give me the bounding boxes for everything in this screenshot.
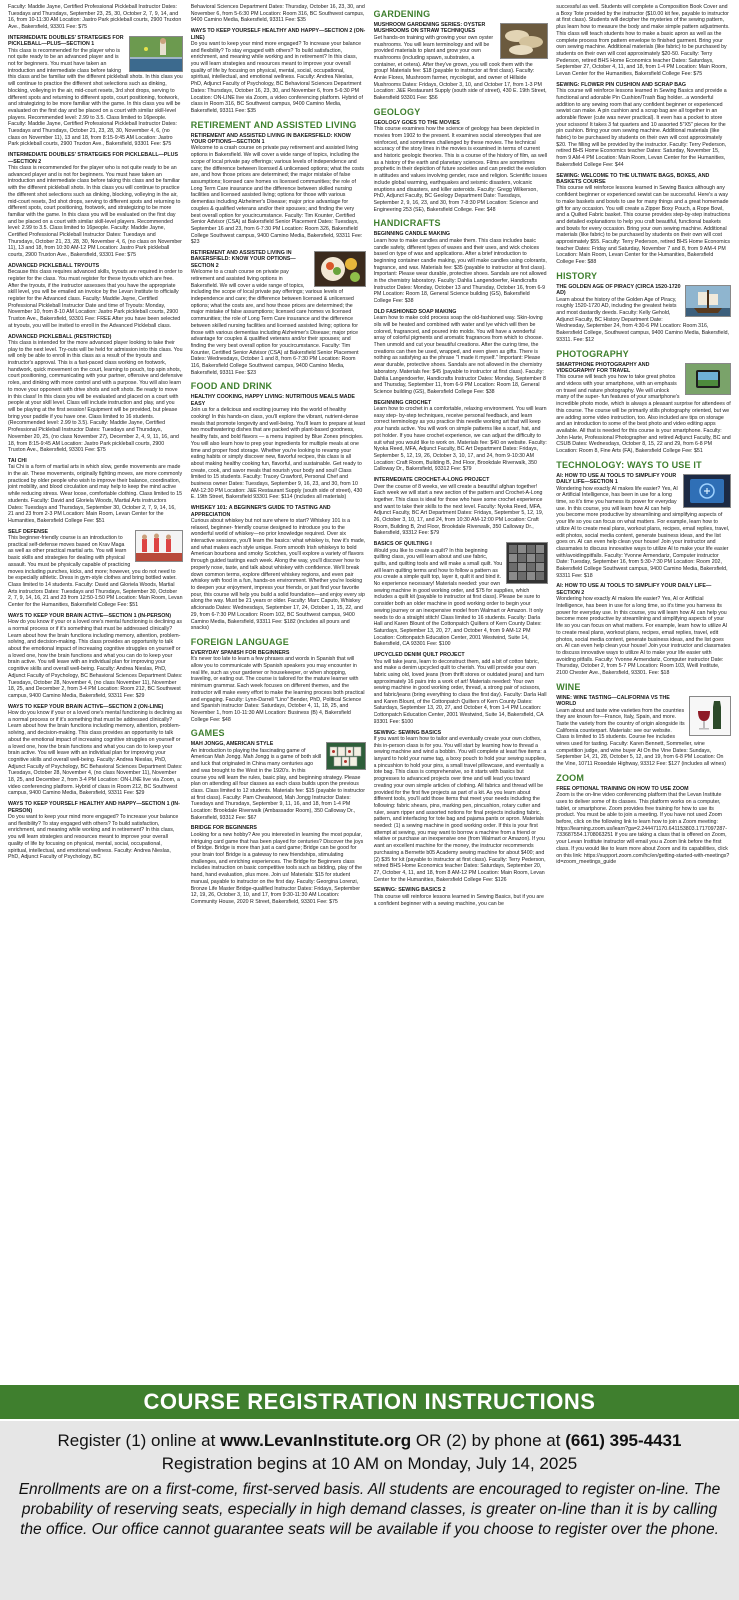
course-listing [8, 613, 183, 700]
section-heading: WINE [556, 681, 581, 692]
course-description: An introduction to playing the fascinating game of American Mah Jongg. Mah Jongg is a game of both skill and luck that originated in China many centuries ago and was brought to the West in the 1920's. In this course you will learn the rules, basic play, and beginning strategy. Please plan on attending all four classes as each class builds upon the previous class. Class limited to 12 students. Materials fee: $15 (payable to instructor at first class). Faculty: Pam Cheatwood, Mah Jongg Instructor Dates: Tuesdays and Thursdays, September 9, 11, 16, and 18, from 1-4 PM Location: Brookdale Riverwalk (Ambassador Room), 350 Calloway Dr., Bakersfield, 93312 Fee: $67 [190, 747, 365, 821]
course-description: This beginner-friendly course is an introduction to practical self-defense moves based on Krav Maga as well as other practical martial arts. You will learn basic skills and strategies for dealing with physical assault. You must be physically capable of practicing moves including punches, kicks, and more; however, you do not need to be especially athletic. Dress in gym-style clothes and bring bottled water. Class limited to 14 students. Faculty: David and Gloriela Woods, Martial Arts instructors Dates: Tuesdays and Thursdays, September 30, October 2, 7, 9, 14, 16, 21 and 23 from 12:50-1:50 PM Location: Main Room, Levan Center for the Humanities, Bakersfield College Fee: $51 [8, 535, 183, 609]
course-description: Learn how to make candles and make them. This class includes basic candle safety, different types of waxes and their uses, and wick choices based on type of wax and applications. After a brief introduction to beginning container candle making, you will make candles using colorants, fragrance, and wax. Materials fee: $35 (payable to instructor at first class). Important: Please wear durable, protective shoes. Sandals are not allowed in the chemistry laboratory. Faculty: Dahlia Langendoerfer, Handicrafts Instructor Dates: Monday, October 13 and Thursday, October 16, from 6-9 PM Location: Room 18, General Science building (GS), Bakersfield College Fee: $38 [373, 237, 547, 305]
section-heading: GEOLOGY [373, 106, 421, 117]
course-listing [556, 786, 731, 866]
course-description: Get hands-on training with growing your own oyster mushrooms. You will learn terminology and will be provided materials to plant and grow your own mushrooms (including spawn, substrates, a container, et cetera). After they've grown, you will cook them with the group! Materials fee: $18 (payable to instructor at first class). Faculty: Annie Flores, Mushroom farmer, mycologist, and owner of Hillside Mushrooms Dates: Fridays, October 3, 10, and October 17, from 1-3 PM Location: J&E Restaurant Supply (south side of street), 430 E. 19th Street, Bakersfield 93301 Fee: $56 [373, 34, 547, 102]
section-heading: ZOOM [556, 772, 585, 783]
course-title: TAI CHI [8, 457, 27, 464]
course-listing [191, 4, 366, 24]
course-listing [8, 801, 183, 861]
section-heading: FOOD AND DRINK [190, 381, 273, 392]
course-description: Faculty: Maddie Jayne, Certified Professional Pickleball Instructor Dates: Tuesdays and Thursdays, September 23, 25, 30, October 2, 7, 9, 14, and 16, from 10-11:30 AM Location: Jastro Park pickleball courts, 2900 Truxton Ave., Bakersfield, 93301 Fee: $75 [8, 4, 182, 31]
registration-date: Registration begins at 10 AM on Monday, July 14, 2025 [161, 1454, 578, 1473]
course-description: Would you like to create a quilt? In this beginning quilting class, you will learn about and use fabric, quilts, and quilting tools and will make a small quilt. You will learn quilting terms and how to follow a pattern as you create a simple quilt top, layer it, quilt it and bind it. No experience necessary! Materials needed: your own sewing machine in good working order, and $75 for supplies, which includes a quilt kit (payable to instructor at first class). Please be sure to consider both an older machine in good working order to begin your sewing journey or an inexpensive model from Walmart or Amazon. It only needs to do a straight stitch! Class limited to 16 students. Faculty: Darla Hall and Karen Blount of the Cottonpatch Quilters of Kern County Dates: Saturdays, September 13, 20, 27, and October 4, from 9 AM-12 PM Location: Cottonpatch Education Center, 2001 Westwind, Suite 14, Bakersfield, CA 93301 Fee: $100 [373, 547, 544, 648]
course-description: Wondering how exactly AI makes life easier? Yes, AI or Artificial Intelligence, has been in use for a long time, so it's time you harness its power for everyday use. In this course, you will learn how AI can help you become more productive by streamlining and simplifying aspects of your life so you can focus on what matters. For example, learn how to utilize AI to create meal plans, workout plans, recipes, email replies, travel, edit photos, social media content, generate business ideas, and the list goes on. AI can even help clean your house! Join your instructor and classmates to discuss innovative ways to utilize AI to make your life easier with/avoidingpitfalls. Faculty: Yvonne Armendariz, Computer instructor Date: Tuesday, September 16, from 5:30-7:30 PM Location: Room 202, Bakersfield College Southwest campus, 9400 Camino Media, Bakersfield, 93311 Fee: $18 [556, 485, 730, 579]
course-description: Do you want to keep your mind more engaged? To increase your balance and flexibility? To stay engaged with others? To build satisfaction, enrichment, and meaning while working and in retirement? In this class, you will learn strategies and resources meant to improve your overall quality of life by focusing on physical, mental, social, occupational, spiritual, intellectual, and emotional wellness. Faculty: Andrea Nieslas, PhD, Adjunct Faculty of Psychology, BC Behavioral Sciences Department Dates: Thursdays, October 16, 23, 30, and November 6, from 5-6:30 PM Location: ON-LINE live via Zoom, a video conferencing platform. Hybrid of class in Room 316, BC Southwest campus, 9400 Camino Media, Bakersfield, 93311 Fee: $35 [190, 40, 363, 114]
column-1 [8, 4, 183, 1384]
course-title: RETIREMENT AND ASSISTED LIVING IN BAKERSFIELD: KNOW YOUR OPTIONS—SECTION 2 [190, 250, 296, 269]
course-description: Behavioral Sciences Department Dates: Thursday, October 16, 23, 30, and November 6, from 5-6:30 PM Location: Room 316, BC Southwest campus, 9400 Camino Media, Bakersfield, 93311 Fee: $35 [190, 4, 365, 24]
course-title: AI: HOW TO USE AI TOOLS TO SIMPLIFY YOUR DAILY LIFE—SECTION 1 [556, 472, 677, 486]
course-listing [374, 541, 549, 648]
course-title: FREE OPTIONAL TRAINING ON HOW TO USE ZOOM [556, 785, 689, 792]
course-title: SEWING: WELCOME TO THE ULTIMATE BAGS, BOXES, AND BASKETS COURSE [556, 172, 710, 185]
course-description: Do you want to keep your mind more engaged? To increase your balance and flexibility? To stay engaged with others? To build satisfaction, enrichment, and meaning while working and in retirement? In this class, you will learn strategies and resources meant to improve your overall quality of life by focusing on physical, mental, social, occupational, spiritual, intellectual, and emotional wellness. Faculty: Andrea Nieslas, PhD, Adjunct Faculty of Psychology, BC [8, 814, 179, 861]
course-description: It's never too late to learn a few phrases and words in Spanish that will allow you to communicate with Spanish speakers you may encounter in real life, such as your gardener or housekeeper, or when shopping, traveling, or eating out. The course is tailored for the mature learner with minimum grammar. Each week focuses on different themes, and the instructor will make every effort to make the learning process both practical and engaging. Faculty: Lynn-Darrell "Lino" Bender, PhD, Political Science and Spanish instructor Dates: Saturdays, October 4, 11, 18, 25, and November 1, from 10-11:30 AM Location: Business (B) 4, Bakersfield College Fee: $48 [190, 656, 365, 723]
course-description: This course will reinforce lessons learned in Sewing Basics although any confident beginner or experienced sewist can be successful. Here's a way to make baskets and bowls to use for many things and a great homemade gift for any occasion. You will create a Zipper Boxy Pouch, a Rope Bowl, and a Quilted Fabric basket. This course provides step-by-step instructions and detailed explanations to help you craft beautiful, functional baskets and bowls for every occasion. Bring your own sewing machine. Additional materials (like fabric) to be purchased by students on their own will cost approximately $55. Faculty: Terry Pederson, retired BHS Home Economics teacher Dates: Friday and Saturday, November 7 and 8, from 9 AM-4 PM Location: Main Room, Levan Center for the Humanities, Bakersfield College Fee: $88 [556, 185, 731, 266]
pickleball-photo [129, 36, 183, 72]
course-title: WAYS TO KEEP YOUR BRAIN ACTIVE—SECTION 2 (ON-LINE) [8, 703, 164, 710]
course-listing [191, 825, 366, 905]
section-heading: GAMES [190, 728, 225, 739]
course-listing [8, 334, 183, 454]
course-description: This course will reinforce lessons learned in Sewing Basics and provide a functional and adorable Pin Cushion/Trash Bag holder...a wonderful addition to any sewing room that any confident beginner or experienced sewist can make. A pin cushion and a scrap bag are all together in an adorable flower (cute was never practical). It even has a pocket to store your scissors! It takes 3 fat quarters and 10 assorted 5"X5" pieces for the pin cushion. Bring your own sewing machine. Additional materials (like fabric) to be purchased by students on their own will cost approximately $20. The filling will be provided by the instructor. Faculty: Terry Pederson, retired BHS Home Economics teacher Dates: Saturday, November 15, from 9 AM-4 PM Location: Main Room, Levan Center for the Humanities, Bakersfield College Fee: $44 [556, 88, 727, 168]
section-heading: HISTORY [556, 270, 598, 281]
course-listing [8, 4, 183, 31]
course-listing [374, 400, 549, 473]
course-description: This class is recommended for the player who is not quite ready to be an advanced player and is not for beginners. You must have taken an introduction and intermediate class before taking this class and be familiar with the different pickleball shots. In this class you will continue to practice the different shot selections such as dinking, blocking, volleying in the air, mid-court resets, 3rd shot drops, serving to different spots and returning to different spots, court positioning, footwork, and strategizing to be more familiar with the game. In this class you will be evaluated on the first day and be placed on a court with similar skill-level players. Recommended level: 2.99 to 3.5. Class limited to 16people. Faculty: Maddie Jayne, Certified Professional Pickleball Instructor Dates: Tuesdays and Thursdays, October 21, 23, 28, 30, November 4, 6, (no class on November 11), 13 and 18, from 8:15-9:45 AM Location: Jastro Park pickleball courts, 2900 Truxton Ave., Bakersfield, 93301 Fee: $75 [8, 47, 183, 148]
course-description: Learn how to make cold process soap the old-fashioned way. Skin-loving oils will be heated and combined with water and lye which will then be colored, fragranced, and poured into molds. You will have a wonderful array of colorful pigments and aromatic fragrances from which to choose. Then unmold and cut your beautiful creations. After the curing time, the creations can then be used, wrapped, and even given as gifts. There is nothing as satisfying as the phrase "I made it myself." Important: Please wear durable, protective shoes. Sandals are not allowed in the chemistry laboratory. Materials fee: $45 (payable to instructor at first class). Faculty: Dahlia Langendoerfer, Handicrafts Instructor Dates: Monday, September 8 and Thursday, September 11, from 6-9 PM Location: Room 18, General Science building (GS), Bakersfield College Fee: $38 [373, 315, 546, 395]
course-title: MAH JONGG, AMERICAN STYLE [190, 741, 274, 748]
course-title: WINE: WINE TASTING—CALIFORNIA VS THE WORLD [556, 694, 670, 708]
course-title: SEWING: SEWING BASICS [373, 729, 442, 736]
registration-banner [0, 1385, 739, 1419]
course-title: INTERMEDIATE CROCHET-A-LONG PROJECT [373, 477, 490, 484]
camera-photo [685, 363, 731, 395]
course-listing [556, 173, 731, 266]
course-description: If you want to learn how to tailor and eventually create your own clothes, this in-person class is for you. You will start by learning how to thread a sewing machine and wind a bobbin. You will complete at least five items: a lanyard to hold your name tag, a boxy pouch to hold your sewing supplies, a pincushion to hold your pins, a small travel pillowcase, and eventually a tote bag. This class is comprehensive, so it starts with basics but progresses to advanced projects over time and will lead you toward creating your own simple articles of clothing. All fabrics and thread will be provided for the first five projects as part of a kit. As you learn about different tools, you'll add those items that meet your needs including the following: fabric shears, pins, marking pen, pincushion, rotary cutter and ruler, seam ripper and assorted notions for final projects including fabric, pattern, and interfacing for tote bag and pajama pants or apron. Materials needed: (1) a sewing machine in good working order. If this is your first attempt at sewing, you may want to borrow a machine from a friend or relative or purchase an inexpensive one (from Walmart or Amazon). If you want an excellent machine for the money, the instructor recommends purchasing a Bernette b05 Academy sewing machine for about $400; and (2) $35 for kit (payable to instructor at first class). Faculty: Terry Pederson, retired BHS Home Economics teacher Dates: Saturdays, September 20, 27, October 4, 11, and 18, from 8 AM-12 PM Location: Main Room, Levan Center for the Humanities, Bakersfield College Fee: $126 [373, 735, 547, 883]
course-description: How do you know if your or a loved one's mental functioning is declining as a normal process or if it's something that must be addressed clinically? Learn about how the brain functions including memory, attention, problem-solving, and decision-making. This class provides an opportunity to talk about the emotional impact of increasing cognitive struggles on yourself or a loved one, how the brain functions and what you can do to keep your brain active. You will leave with an individual plan for improving your cognitive skills and overall well-being. Faculty: Andrea Nieslas, PhD, Adjunct Faculty of Psychology, BC Behavioral Sciences Department Dates: Tuesdays, October 28, November 4, (no class November 11), November 18, 25, and December 2, from 3-4 PM Location: ON-LINE live via Zoom, a video conferencing platform. Hybrid of class in Room 212, BC Southwest campus, 9400 Camino Media, Bakersfield, 93311 Fee: $29 [8, 710, 183, 797]
course-title: BASICS OF QUILTING I [373, 541, 432, 548]
course-listing [374, 120, 549, 214]
course-title: SMARTPHONE PHOTOGRAPHY AND VIDEOGRAPHY FOR TRAVEL [556, 361, 650, 374]
register-text-b: OR (2) by phone at [411, 1431, 566, 1450]
course-description: Because this class requires advanced skills, tryouts are required in order to register for the class. You must register for these tryouts which are free. After the tryouts, if the instructor assesses that you have the appropriate skill level, you will be emailed an invoice by the Levan Institute to officially register for the Advanced class. Faculty: Maddie Jayne, Certified Professional Pickleball Instructor Date and time of Tryouts: Monday, November 10, from 8-10 AM Location: Jastro Park pickleball courts, 2900 Truxton Ave., Bakersfield, 93301 Fee: FREE After you have been selected at tryouts, you will be invited to enroll in the Advanced Pickleball class. [8, 269, 183, 329]
mushroom-photo [500, 23, 548, 59]
section-heading: FOREIGN LANGUAGE [190, 636, 289, 647]
tablet-photo [683, 474, 731, 508]
course-title: ADVANCED PICKLEBALL (RESTRICTED) [8, 333, 112, 340]
food-photo [314, 251, 366, 287]
enrollment-note: Enrollments are on a first-come, first-served basis. All students are encouraged to register on-line. The probability of reserving seats, especially in high demand classes, is greater on-line than it is by calling the office. Our office cannot guarantee seats will be available if you choose to register over the phone. [18, 1481, 721, 1538]
course-description: successful as well. Students will complete a Composition Book Cover and a Boxy Tote provided by the instructor ($10.00 kit fee, payable to instructor at first class). Students will decipher the mysteries of the sewing pattern, plus learn how to measure the body and make simple pattern adjustments. This class will teach students how to make a basic apron as well as the complete process from pattern envelope to finished garment. Bring your own sewing machine. Additional materials (like fabric) to be purchased by students on their own will cost approximately $20-50. Faculty: Terry Pederson, retired BHS Home Economics teacher Dates: Saturdays, September 27, October 4, 11, and 18, from 1-4 PM Location: Main Room, Levan Center for the Humanities, Bakersfield College Fee: $75 [556, 4, 730, 78]
course-listing [374, 730, 549, 884]
course-listing [556, 362, 731, 455]
course-listing [556, 284, 731, 344]
taichi-photo [135, 530, 183, 562]
course-listing [374, 309, 549, 396]
section-heading: TECHNOLOGY: WAYS TO USE IT [556, 459, 702, 470]
course-description: This course examines how the science of geology has been depicted in movies from 1902 to the present. It examines social stereotypes that are reinforced, and sometimes challenged by these movies. The technical accuracy of the story lines in the movies is examined in terms of current and historic geologic theories. This is a course of the history of film, as well as a history of the earth and planetary sciences. Films are sometimes prophetic in their depiction of future societies and can predict the evolution in attitudes and values involving gender, race and religion. Scientific issues include global warming, earthquakes and seismic disasters, volcanic eruptions and disasters, and killer asteroids. Faculty: Gregg Wilkerson, PhD, Adjunct Faculty, BC Geology Department Date: Tuesdays, September 2, 9, 16, 23, and 30, from 7-8:30 PM Location: Science and Engineering 253 (SE), Bakersfield College. Fee: $48 [373, 126, 548, 213]
section-heading: PHOTOGRAPHY [556, 348, 629, 359]
course-description: Wondering how exactly AI makes life easier? Yes, AI or Artificial Intelligence, has been in use for a long time, so it's time you harness its power for everyday use. In this course, you will learn how AI can help you become more productive by streamlining and simplifying aspects of your life so you can focus on what matters. For example, learn how to utilize AI to create meal plans, workout plans, recipes, email replies, travel, edit photos, social media content, generate business ideas, and the list goes on. AI can even help clean your house! Join your instructor and classmates to discuss innovative ways to utilize AI to make your life easier with avoiding pitfalls. Faculty: Yvonne Armendariz, Computer instructor Date: Thursday, October 2, from 5-7 PM Location: Room 103, Weill Institute, 2100 Chester Ave., Bakersfield, 93301. Fee: $18 [556, 596, 731, 677]
website-link[interactable]: www.LevanInstitute.org [220, 1431, 412, 1450]
course-title: WAYS TO KEEP YOURSELF HEALTHY AND HAPPY—SECTION 2 (ON-LINE) [190, 28, 366, 41]
column-2 [191, 4, 366, 1384]
course-description: Curious about whiskey but not sure where to start? Whiskey 101 is a relaxed, beginner- friendly course designed to introduce you to the wonderful world of whiskey—no prior knowledge required. Over six interactive sessions, you'll learn the basics: what whiskey is, how it's made, and what makes each style unique. From smooth Irish whiskeys to bold American bourbons and smoky Scotches, you'll explore a variety of flavors through guided tastings each week. Along the way, you'll discover how to properly nose, taste, and talk about whiskey with confidence. We'll break down common terms, explore different whiskey regions, and even pair whiskey with food in a fun, hands-on environment. Whether you're looking to deepen your enjoyment, impress your friends, or just find your favorite pour, this course will help you build a solid foundation—and enjoy every sip along the way. Must be 21 years or older. Faculty: Marc Caputo, Whiskey aficionado Dates: Wednesdays, September 17, 24, October 1, 15, 22, and 29, from 6-7:30 PM Location: Room 102, BC Southwest campus, 9400 Camino Media, Bakersfield, 93311 Fee: $182 (includes all pours and snacks) [190, 517, 366, 632]
course-listing [8, 529, 183, 609]
course-description: Over the course of 8 weeks, we will create a beautiful afghan together! Each week we will start a new section of the pattern and Crochet-A-Long together. This class is ideal for those who have some crochet experience and want to take their skills to the next level. Faculty: Nyoka Reed, MFA, Adjunct Faculty, BC Art Department Dates: Fridays, September 5, 12, 19, 26, October 3, 10, 17, and 24, from 10:30 AM-12:00 PM Location: Craft Room, Building B, 2nd Floor, Brookdale Riverwalk, 350 Calloway Dr., Bakersfield, 93312 Fee: $79 [373, 483, 544, 537]
course-description: This class is recommended for the player who is not quite ready to be an advanced player and is not for beginners. You must have taken an introduction and intermediate class before taking this class and be familiar with the different pickleball shots. In this class you will continue to practice the different shot selections such as dinking, blocking, volleying in the air, mid-court resets, 3rd shot drops, serving to different spots and returning to different spots, court positioning, footwork, and strategizing to be more familiar with the game. In this class you will be evaluated on the first day and be placed on a court with similar skill-level players. Recommended level: 2.99 to 3.5. Class limited to 16people. Faculty: Maddie Jayne, Certified Professional Pickleball Instructor Dates: Tuesdays and Thursdays, October 21, 23, 28, 30, November 4, 6, (no class on November 11), 13 and 18, from 10:30 AM-12 PM Location: Jastro Park pickleball courts, 2900 Truxton Ave., Bakersfield, 93301 Fee: $75 [8, 164, 182, 259]
course-description: You will take jeans, learn to deconstruct them, add a bit of cotton fabric, and make a denim upcycled quilt to cherish. You will provide your own fabric using old, loved jeans (from thrift stores or outdated jeans) and turn approximately 16 pairs into a work of art! Materials needed: Your own sewing machine in good working order, thread, a strong pair of scissors, and fabric/jeans (bring everything to class the first day). Faculty: Darla Hall and Karen Blount, of the Cottonpatch Quilters of Kern County Dates: Saturdays, September 13, 20, 27, and October 4, from 1-4 PM Location: Cottonpatch Education Center, 2001 Westwind, Suite 14, Bakersfield, CA 93301 Fee: $100 [373, 658, 547, 725]
course-listing [374, 22, 549, 102]
course-listing [374, 231, 549, 304]
course-title: UPCYCLED DENIM QUILT PROJECT [373, 652, 465, 659]
course-title: RETIREMENT AND ASSISTED LIVING IN BAKERSFIELD: KNOW YOUR OPTIONS—SECTION 1 [190, 132, 351, 146]
course-description: Zoom is the on-line video conferencing platform that the Levan Institute uses to deliver some of its classes. This platform works on a computer, tablet, or smartphone. Zoom provides free training for how to use its product. You must be able to join a meeting. If you have not used Zoom before, click on the following link to learn how to join a Zoom meeting: https://learning.zoom.us/learn?ga=2.244471170.641153803.1717097287-733687554.1708063251 If you are taking a class that is offered on Zoom, your Levan Institute instructor will email you a Zoom link before the first class. If you would like to learn more about Zoom and its capabilities, click on this link: https://support.zoom.com/hc/en/getting-started-with-meetings?id=zoom_meetings_guide [556, 792, 730, 866]
course-title: INTERMEDIATE DOUBLES' STRATEGIES FOR PICKLEBALL—PLUS—SECTION 2 [8, 152, 178, 165]
course-title: WHISKEY 101: A BEGINNER'S GUIDE TO TASTING AND APPRECIATION [190, 505, 331, 518]
course-title: BRIDGE FOR BEGINNERS [190, 825, 257, 832]
course-title: MUSHROOM GARDENING SERIES: OYSTER MUSHROOMS ON STRAW TECHNIQUES [373, 22, 486, 35]
course-description: This class is intended for the more advanced player looking to take their play to the next level. Try-outs will be held for admission into this class. You will only be able to enroll in this class as a result of the tryouts and instructor's approval. This is a fast-paced class working on footwork, handwork, quick movement on the court, learning to pouch, top spin shots, court positioning, communicating with your partner, offensive and defensive roles, and dinking with more control and with a purpose. You will also learn to move your opponent with drive shots and soft shots. Be ready to move in this class! In this class you will be evaluated and placed on a court with people at your skill level. Class will include instruction and play, and you will be playing at the first session! Equipment will be provided, but please bring your paddle if you have one. Class limited to 16 students. (Recommended level: 2.99 to 3.5). Faculty: Maddie Jayne, Certified Professional Pickleball Instructor Dates: Tuesdays and Thursdays, November 20, 25, (no class November 27), December 2, 4, 9, 11, 16, and 18, from 8:15-9:45 AM Location: Jastro Park pickleball courts, 2900 Truxton Ave., Bakersfield, 93301 Fee: $75 [8, 339, 183, 454]
course-title: WAYS TO KEEP YOUR BRAIN ACTIVE—SECTION 1 (IN-PERSON) [8, 612, 171, 619]
course-listing [8, 458, 183, 525]
course-listing [556, 4, 731, 78]
section-heading: RETIREMENT AND ASSISTED LIVING [190, 119, 357, 130]
course-title: SELF DEFENSE [8, 528, 49, 535]
course-description: This course will reinforce lessons learned in Sewing Basics, but if you are a confident beginner with a sewing machine, you can be [373, 893, 544, 907]
course-title: WAYS TO KEEP YOURSELF HEALTHY AND HAPPY—SECTION 1 (IN-PERSON) [8, 801, 180, 814]
course-description: This course will teach you how to take great photos and videos with your smartphone, with an emphasis on travel and nature photography. We will unlock many of the super- fun features of your smartphone's incredible photo mode, which is always a pleasant surprise for attendees of this course. The course will be primarily stills photography oriented, but we are adding some video instruction, too. Also included are tips on storage and an introduction to some of the best photo and video editing apps available. All that is needed for this course is your smartphone. Faculty: John Harte, Professional Photographer and retired Adjunct Faculty, BC and CSUB Dates: Wednesdays, October 8, 15, 22 and 29, from 6-8 PM Location: Room 8, Fine Arts (FA), Bakersfield College Fee: $51 [556, 374, 731, 455]
course-description: Welcome to a crash course on private pay retirement and assisted living options in Bakersfield. We will cover a wide range of topics, including the scope of local private pay offerings; various levels of independence and care; the difference between licensed & unlicensed options; what the costs are, and how those prices are determined; the major mistake of false assumptions; licensed care homes vs licensed communities; the role of Long Term Care insurance and the difference between skilled nursing facilities and licensed assisted living; options for those with various dementias including Alzheimer's Disease; major price advantage for couples & qualified veterans and/or their spouses; and finding the very best overall option for youcircumstance. Faculty: Tim Kounter, Certified Senior Advisor (CSA) at Bakersfield Senior Placement Dates: Wednesdays, October 1 and 8, from 6-7:30 PM Location: Room 116, Bakersfield College Southwest campus, 9400 Camino Media, Bakersfield, 93311 Fee: $23 [190, 269, 359, 376]
course-listing [191, 505, 366, 632]
course-title: BEGINNING CROCHET [373, 399, 432, 406]
course-title: ADVANCED PICKLEBALL TRYOUTS [8, 262, 100, 269]
course-listing [191, 133, 366, 246]
course-listing [556, 473, 731, 580]
section-heading: HANDICRAFTS [373, 218, 441, 229]
course-listing [191, 28, 366, 115]
course-title: BEGINNING CANDLE MAKING [373, 231, 451, 238]
column-4 [556, 4, 731, 1384]
course-listing [374, 652, 549, 725]
course-listing [556, 82, 731, 169]
course-title: THE GOLDEN AGE OF PIRACY (CIRCA 1520-1720 AD) [556, 283, 681, 297]
section-heading: GARDENING [373, 9, 431, 19]
course-listing [374, 887, 549, 907]
course-description: How do you know if your or a loved one's mental functioning is declining as a normal process or if it's something that must be addressed clinically? Learn about how the brain functions including memory, attention, problem-solving, and decision-making. This class provides an opportunity to talk about the emotional impact of increasing cognitive struggles on yourself or a loved one, how the brain functions and what you can do to keep your brain active. You will leave with an individual plan for improving your cognitive skills and overall well-being. Faculty: Andrea Nieslas, PhD, Adjunct Faculty of Psychology, BC Behavioral Sciences Department Dates: Tuesdays, October 28, November 4, (no class November 11), November 18, 25, and December 2, from 3-4 PM Location: Room 212, BC Southwest campus, 9400 Camino Media, Bakersfield, 93311 Fee: $29 [8, 619, 183, 699]
course-title: OLD FASHIONED SOAP MAKING [373, 308, 457, 315]
course-description: Tai Chi is a form of martial arts in which slow, gentle movements are made in the air. These movements, originally fighting moves, are more commonly practiced by older people who wish to improve their balance, coordination, joint mobility, and blood circulation and may help to keep the mind active while reducing stress. Wear loose, comfortable clothing. Class limited to 15 students. Faculty: David and Gloriela Woods, Martial Arts instructors Dates: Tuesdays and Thursdays, September 30, October 2, 7, 9, 14, 16, 21 and 23 from 2-3 PM Location: Main Room, Levan Center for the Humanities, Bakersfield College Fee: $51 [8, 464, 183, 524]
course-listing [191, 650, 366, 723]
course-title: GEOLOGY GOES TO THE MOVIES [373, 119, 460, 126]
course-listing [8, 704, 183, 798]
course-description: Learn about the history of the Golden Age of Piracy, roughly 1520-1720 AD, including the greatest heists and most dastardly deeds. Faculty: Kelly Gehold, Adjunct Faculty, BC History Department Date: Wednesday, September 24, from 4:30-6 PM Location: Room 316, Bakersfield College, Southwest campus, 9400 Camino Media, Bakersfield, 93311. Fee: $12 [556, 296, 730, 343]
course-description: Join us for a delicious and exciting journey into the world of healthy cooking! In this hands-on class, you'll explore the vibrant, nutrient-dense meals that promote longevity and well-being. You'll learn to prepare at least two mouthwatering dishes that are packed with plant-based goodness, healthy fats, and bold flavors — a menu inspired by Blue Zones principles. You will also learn how to prep your ingredients for multiple meals at one time and proper food storage. Whether you're looking to revamp your eating habits or simply discover new, flavorful recipes, this class is all about making healthy cooking fun, flavorful, and sustainable. Get ready to create, cook, and savor meals that nourish your body and soul! Class limited to 15 students. Faculty: Tracey Crawford, Personal Chef and business owner Dates: Tuesdays, September 9, 16, 23, and 30, from 10 AM-12:30 PM Location: J&E Restaurant Supply (south side of street), 430 E. 19th Street, Bakersfield 93301 Fee: $114 (includes all materials) [190, 407, 366, 501]
course-listing [191, 250, 366, 376]
course-description: Learn how to crochet in a comfortable, relaxing environment. You will learn easy step- by-step techniques, receive personal feedback, and learn correct terminology as you practice this needle working art that will keep your hands active. You will work on simple patterns like a scarf, hat, and pot holder. If you have crochet experience, we can adjust the difficulty to suit what you would like to work on. Materials fee: $40 on website. Faculty: Nyoka Reed, MFA, Adjunct Faculty, BC Art Department Dates: Fridays, September 5, 12, 19, 26, October 3, 10, 17, and 24, from 9-10:30 AM Location: Craft Room, Building B, 2nd Floor, Brookdale Riverwalk, 350 Calloway Dr., Bakersfield, 93312 Fee: $79 [373, 406, 547, 473]
course-listing [8, 35, 183, 148]
course-title: HEALTHY COOKING, HAPPY LIVING: NUTRITIOUS MEALS MADE EASY [190, 394, 355, 407]
course-description: Learn about and taste wine varieties from the countries they are known for—France, Italy, Spain, and more. Taste the variety from the country of origin alongside its California counterpart. Materials: see our website. Class is limited to 15 students. Course fee includes wines used for tasting. Faculty: Karen Bennett, Sommelier, wine competition judge, and wine buyer At On the Vine Dates: Sundays, September 14, 21, 28, October 5, 12, and 19, from 6-8 PM Location: On the Vine, 10711 Rosedale Highway, 93312 Fee: $127 (includes all wines) [556, 707, 726, 768]
registration-instructions [0, 1421, 739, 1600]
column-3 [374, 4, 549, 1384]
course-listing [556, 583, 731, 676]
course-listing [8, 263, 183, 330]
pirate-photo [685, 285, 731, 317]
quilt-photo [506, 542, 548, 584]
course-columns [8, 4, 731, 1384]
course-title: AI: HOW TO USE AI TOOLS TO SIMPLIFY YOUR DAILY LIFE—SECTION 2 [556, 583, 712, 596]
mahjong-photo [326, 742, 366, 770]
course-description: Looking for a new hobby? Are you interested in learning the most popular, intriguing card game that has been played for centuries? Discover the joys of Bridge. Bridge is more than just a card game; Bridge can be good for your brain too! Bridge is a gateway to new friendships, stimulating challenges, and enriching experiences. The Bridge for Beginners class includes instruction on basic competitive tools such as bidding, play of the hand, hand evaluation, plus more. Join us! Materials: $15 for student manual, payable to instructor on the first day. Faculty: Georgina Lorenzi, Bronze Life Master Bridge-qualified Instructor Dates: Fridays, September 12, 19, 26, October 3, 10, and 17, from 9:30-11:30 AM Location: Community House, 2020 R Street, Bakersfield, 93301 Fee: $75 [190, 831, 364, 905]
course-listing [374, 477, 549, 537]
course-title: SEWING: SEWING BASICS 2 [373, 887, 446, 894]
register-text-a: Register (1) online at [57, 1431, 221, 1450]
course-listing [191, 394, 366, 501]
course-listing [556, 695, 731, 768]
course-title: SEWING: FLOWER PIN CUSHION AND SCRAP BAG [556, 81, 687, 88]
course-listing [8, 152, 183, 259]
course-title: INTERMEDIATE DOUBLES' STRATEGIES FOR PICKLEBALL—PLUS—SECTION 1 [8, 34, 124, 48]
course-title: EVERYDAY SPANISH FOR BEGINNERS [190, 649, 290, 656]
phone-number[interactable]: (661) 395-4431 [565, 1431, 682, 1450]
course-listing [191, 741, 366, 821]
course-description: Welcome to a crash course on private pay retirement and assisted living options in Bakersfield. We will cover a wide range of topics, including the scope of local private pay offerings; various levels of independence and care; the difference between licensed & unlicensed options; what the costs are, and how those prices are determined; the major mistake of false assumptions; licensed care homes vs licensed communities; the role of Long Term Care insurance and the difference between skilled nursing facilities and licensed assisted living; options for those with various dementias including Alzheimer's Disease; major price advantage for couples & qualified veterans and/or their spouses; and finding the very best overall option for youcircumstance. Faculty: Tim Kounter, Certified Senior Advisor (CSA) at Bakersfield Senior Placement Dates: Tuesdays, September 16 and 23, from 6-7:30 PM Location: Room 326, Bakersfield College Southwest campus, 9400 Camino Media, Bakersfield, 93311 Fee: $23 [190, 145, 365, 246]
banner-title: COURSE REGISTRATION INSTRUCTIONS [143, 1389, 596, 1414]
register-line [0, 1431, 739, 1451]
wine-photo [689, 696, 731, 736]
